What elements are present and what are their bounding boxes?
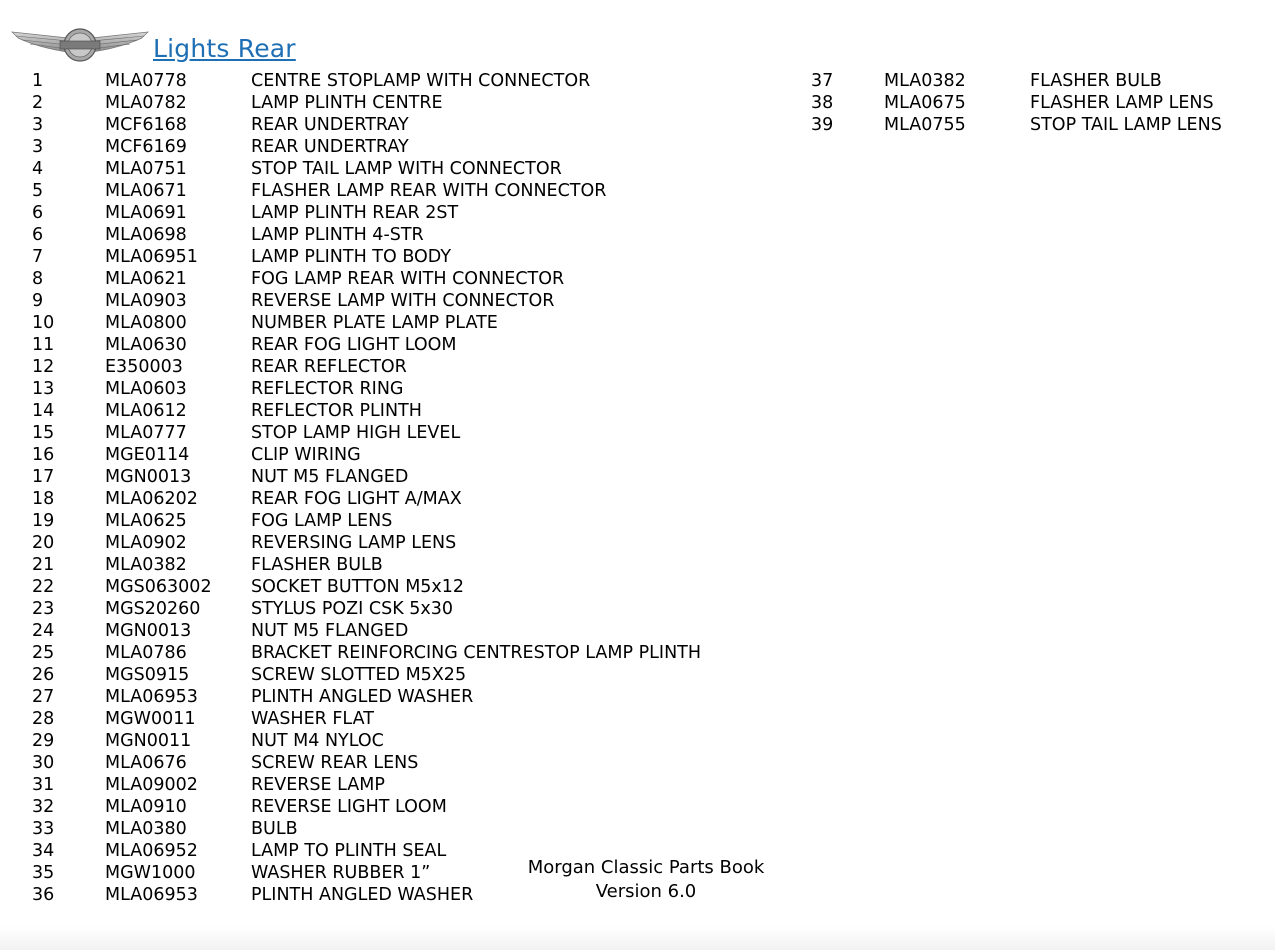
part-code: MLA0751 <box>105 159 187 179</box>
part-description: STYLUS POZI CSK 5x30 <box>251 599 454 619</box>
part-number: 33 <box>32 819 55 839</box>
part-description: REVERSE LAMP WITH CONNECTOR <box>251 291 555 311</box>
part-description: REAR UNDERTRAY <box>251 137 409 157</box>
part-code: MLA0782 <box>105 93 187 113</box>
part-description: REAR REFLECTOR <box>251 357 407 377</box>
part-description: FLASHER LAMP REAR WITH CONNECTOR <box>251 181 607 201</box>
part-number: 1 <box>32 71 44 91</box>
part-number: 14 <box>32 401 55 421</box>
part-number: 37 <box>811 71 834 91</box>
part-row <box>32 334 701 356</box>
part-description: REAR UNDERTRAY <box>251 115 409 135</box>
part-code: MGN0013 <box>105 467 192 487</box>
part-row <box>32 246 701 268</box>
part-number: 12 <box>32 357 55 377</box>
part-row <box>32 752 701 774</box>
part-number: 18 <box>32 489 55 509</box>
part-code: MLA0910 <box>105 797 187 817</box>
part-row <box>32 708 701 730</box>
part-number: 31 <box>32 775 55 795</box>
part-code: MLA06202 <box>105 489 198 509</box>
morgan-winged-logo-icon <box>10 26 150 66</box>
part-number: 26 <box>32 665 55 685</box>
part-code: MLA0755 <box>884 115 966 135</box>
part-code: MCF6168 <box>105 115 187 135</box>
part-row <box>32 224 701 246</box>
part-description: WASHER FLAT <box>251 709 374 729</box>
part-description: REVERSING LAMP LENS <box>251 533 457 553</box>
part-number: 36 <box>32 885 55 905</box>
part-row <box>811 70 1222 92</box>
part-description: REFLECTOR PLINTH <box>251 401 422 421</box>
footer-version: Version 6.0 <box>595 881 697 902</box>
page-bottom-shadow <box>0 926 1275 950</box>
part-code: E350003 <box>105 357 183 377</box>
part-code: MGS063002 <box>105 577 212 597</box>
part-code: MGW0011 <box>105 709 196 729</box>
part-description: FLASHER BULB <box>1030 71 1162 91</box>
part-description: LAMP PLINTH REAR 2ST <box>251 203 459 223</box>
part-code: MGS20260 <box>105 599 201 619</box>
part-number: 4 <box>32 159 44 179</box>
part-code: MLA0777 <box>105 423 187 443</box>
part-number: 25 <box>32 643 55 663</box>
part-code: MLA06953 <box>105 687 198 707</box>
part-description: LAMP PLINTH TO BODY <box>251 247 452 267</box>
part-number: 30 <box>32 753 55 773</box>
part-row <box>32 356 701 378</box>
part-number: 2 <box>32 93 44 113</box>
part-code: MLA0676 <box>105 753 187 773</box>
part-description: REVERSE LAMP <box>251 775 385 795</box>
page-title-link[interactable]: Lights Rear <box>153 34 296 63</box>
part-number: 8 <box>32 269 44 289</box>
part-code: MLA0778 <box>105 71 187 91</box>
part-code: MLA06953 <box>105 885 198 905</box>
part-number: 20 <box>32 533 55 553</box>
part-number: 38 <box>811 93 834 113</box>
part-description: NUT M4 NYLOC <box>251 731 384 751</box>
part-description: PLINTH ANGLED WASHER <box>251 885 474 905</box>
part-description: FOG LAMP LENS <box>251 511 393 531</box>
parts-list-left <box>32 70 701 906</box>
part-description: NUMBER PLATE LAMP PLATE <box>251 313 498 333</box>
part-code: MLA06952 <box>105 841 198 861</box>
part-number: 7 <box>32 247 44 267</box>
part-description: LAMP PLINTH CENTRE <box>251 93 443 113</box>
part-description: BULB <box>251 819 298 839</box>
part-number: 13 <box>32 379 55 399</box>
part-row <box>32 378 701 400</box>
part-number: 39 <box>811 115 834 135</box>
part-code: MLA0903 <box>105 291 187 311</box>
parts-list-right <box>811 70 1222 136</box>
part-number: 6 <box>32 203 44 223</box>
part-description: FLASHER LAMP LENS <box>1030 93 1214 113</box>
part-description: SOCKET BUTTON M5x12 <box>251 577 465 597</box>
part-number: 6 <box>32 225 44 245</box>
part-code: MLA0902 <box>105 533 187 553</box>
part-description: BRACKET REINFORCING CENTRESTOP LAMP PLINTH <box>251 643 702 663</box>
part-code: MLA06951 <box>105 247 198 267</box>
part-code: MLA0382 <box>884 71 966 91</box>
part-row <box>32 158 701 180</box>
part-code: MLA0800 <box>105 313 187 333</box>
part-code: MLA0625 <box>105 511 187 531</box>
part-row <box>32 268 701 290</box>
part-number: 28 <box>32 709 55 729</box>
part-code: MLA0691 <box>105 203 187 223</box>
part-code: MLA0621 <box>105 269 187 289</box>
part-code: MLA09002 <box>105 775 198 795</box>
part-row <box>32 422 701 444</box>
part-row <box>32 818 701 840</box>
part-code: MLA0786 <box>105 643 187 663</box>
part-row <box>32 642 701 664</box>
footer <box>512 856 780 904</box>
part-code: MLA0671 <box>105 181 187 201</box>
part-row <box>32 400 701 422</box>
part-row <box>32 312 701 334</box>
part-row <box>811 114 1222 136</box>
part-code: MGS0915 <box>105 665 190 685</box>
part-number: 16 <box>32 445 55 465</box>
part-row <box>32 114 701 136</box>
part-code: MCF6169 <box>105 137 187 157</box>
footer-book-title: Morgan Classic Parts Book <box>527 857 765 878</box>
part-code: MGN0013 <box>105 621 192 641</box>
part-row <box>32 444 701 466</box>
part-description: STOP TAIL LAMP LENS <box>1030 115 1222 135</box>
part-row <box>811 92 1222 114</box>
part-code: MGE0114 <box>105 445 190 465</box>
part-number: 15 <box>32 423 55 443</box>
part-row <box>32 620 701 642</box>
part-row <box>32 466 701 488</box>
part-number: 32 <box>32 797 55 817</box>
part-row <box>32 510 701 532</box>
part-code: MLA0380 <box>105 819 187 839</box>
part-row <box>32 686 701 708</box>
part-row <box>32 136 701 158</box>
part-row <box>32 92 701 114</box>
part-number: 5 <box>32 181 44 201</box>
part-row <box>32 796 701 818</box>
part-description: REVERSE LIGHT LOOM <box>251 797 447 817</box>
part-row <box>32 70 701 92</box>
part-row <box>32 290 701 312</box>
part-row <box>32 532 701 554</box>
part-number: 19 <box>32 511 55 531</box>
part-number: 9 <box>32 291 44 311</box>
part-row <box>32 774 701 796</box>
part-number: 3 <box>32 115 44 135</box>
part-description: REAR FOG LIGHT LOOM <box>251 335 457 355</box>
part-description: LAMP TO PLINTH SEAL <box>251 841 447 861</box>
part-row <box>32 554 701 576</box>
part-row <box>32 202 701 224</box>
part-description: REFLECTOR RING <box>251 379 404 399</box>
part-description: PLINTH ANGLED WASHER <box>251 687 474 707</box>
part-row <box>32 576 701 598</box>
part-number: 34 <box>32 841 55 861</box>
part-code: MLA0603 <box>105 379 187 399</box>
part-number: 21 <box>32 555 55 575</box>
part-number: 10 <box>32 313 55 333</box>
part-number: 3 <box>32 137 44 157</box>
part-description: SCREW REAR LENS <box>251 753 419 773</box>
part-description: FOG LAMP REAR WITH CONNECTOR <box>251 269 565 289</box>
part-number: 17 <box>32 467 55 487</box>
part-row <box>32 488 701 510</box>
part-description: SCREW SLOTTED M5X25 <box>251 665 467 685</box>
part-description: WASHER RUBBER 1” <box>251 863 431 883</box>
part-description: FLASHER BULB <box>251 555 383 575</box>
part-number: 27 <box>32 687 55 707</box>
part-number: 23 <box>32 599 55 619</box>
part-row <box>32 180 701 202</box>
part-number: 11 <box>32 335 55 355</box>
part-description: STOP TAIL LAMP WITH CONNECTOR <box>251 159 562 179</box>
part-number: 24 <box>32 621 55 641</box>
part-code: MLA0612 <box>105 401 187 421</box>
part-row <box>32 730 701 752</box>
part-description: STOP LAMP HIGH LEVEL <box>251 423 461 443</box>
part-code: MLA0698 <box>105 225 187 245</box>
part-row <box>32 664 701 686</box>
part-code: MLA0675 <box>884 93 966 113</box>
part-code: MGN0011 <box>105 731 192 751</box>
part-description: CENTRE STOPLAMP WITH CONNECTOR <box>251 71 591 91</box>
part-description: REAR FOG LIGHT A/MAX <box>251 489 462 509</box>
part-row <box>32 598 701 620</box>
part-number: 29 <box>32 731 55 751</box>
part-number: 35 <box>32 863 55 883</box>
part-description: CLIP WIRING <box>251 445 361 465</box>
part-code: MLA0382 <box>105 555 187 575</box>
part-code: MLA0630 <box>105 335 187 355</box>
part-description: NUT M5 FLANGED <box>251 621 409 641</box>
part-number: 22 <box>32 577 55 597</box>
part-code: MGW1000 <box>105 863 196 883</box>
part-description: NUT M5 FLANGED <box>251 467 409 487</box>
part-description: LAMP PLINTH 4-STR <box>251 225 424 245</box>
